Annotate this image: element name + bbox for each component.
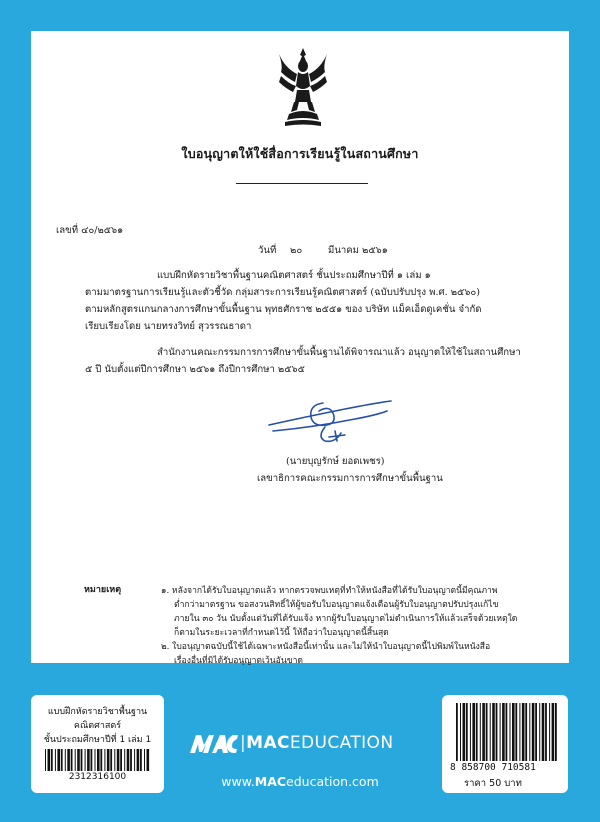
footnote-line: ๑. หลังจากได้รับใบอนุญาตแล้ว หากตรวจพบเหตุที่ทำให้หนังสือที่ได้รับใบอนุญาตนี้มีคุณภาพ (161, 586, 498, 596)
date-label: วันที่ (258, 245, 277, 256)
logo-divider: | (240, 733, 247, 753)
barcode-bar (48, 749, 51, 771)
barcode-bar (51, 749, 53, 771)
barcode-bar (480, 703, 481, 761)
barcode-bar (120, 749, 122, 771)
signer-position: เลขาธิการคณะกรรมการการศึกษาขั้นพื้นฐาน (257, 473, 443, 484)
signer-name: (นายบุญรักษ์ ยอดเพชร) (286, 456, 385, 467)
barcode-bar (127, 749, 130, 771)
barcode-bar (71, 749, 73, 771)
barcode-bar (472, 703, 475, 761)
barcode-bar (500, 703, 501, 761)
barcode-bar (515, 703, 517, 761)
price-label: ราคา 50 บาท (464, 778, 522, 789)
barcode-bar (134, 749, 135, 771)
mac-education-logo (190, 733, 412, 757)
website-bold: MAC (254, 774, 287, 789)
footnote-line: ภายใน ๓๐ วัน นับตั้งแต่วันที่ได้รับแจ้ง หากผู้รับใบอนุญาตไม่ดำเนินการให้แล้วเสร็จด้วยเหตุใด (174, 614, 518, 624)
barcode-bar (124, 749, 125, 771)
barcode-bar (539, 703, 540, 761)
barcode-bar (466, 703, 468, 761)
logo-mac-text: MAC (246, 733, 290, 753)
barcode-bar (45, 749, 46, 771)
barcode-bar (81, 749, 83, 771)
barcode-bar (490, 703, 491, 761)
barcode-bar (107, 749, 110, 771)
date-day: ๒๐ (290, 245, 303, 256)
barcode-bar (91, 749, 93, 771)
date-month-year: มีนาคม ๒๕๖๑ (328, 245, 388, 256)
barcode-bar (110, 749, 112, 771)
barcode-bar (476, 703, 478, 761)
para1-line: เรียบเรียงโดย นายทรงวิทย์ สุวรรณธาดา (85, 321, 252, 332)
barcode-bar (67, 749, 70, 771)
barcode-bar (97, 749, 100, 771)
barcode-bar (496, 703, 498, 761)
barcode-bar (463, 703, 466, 761)
isbn-number: 8 858700 710581 (450, 762, 536, 773)
barcode-bar (65, 749, 66, 771)
para2-line: ๕ ปี นับตั้งแต่ปีการศึกษา ๒๕๖๑ ถึงปีการศึกษา ๒๕๖๕ (85, 364, 305, 375)
barcode-bar (114, 749, 115, 771)
barcode-bar (85, 749, 86, 771)
para2-line: สำนักงานคณะกรรมการการศึกษาขั้นพื้นฐานได้พิจารณาแล้ว อนุญาตให้ใช้ในสถานศึกษา (157, 347, 521, 358)
barcode-bar (456, 703, 458, 761)
garuda-emblem-icon (275, 46, 331, 128)
book-title-line: แบบฝึกหัดรายวิชาพื้นฐาน (47, 707, 148, 717)
para1-line: ตามมาตรฐานการเรียนรู้และตัวชี้วัด กลุ่มสาระการเรียนรู้คณิตศาสตร์ (ฉบับปรับปรุง พ.ศ. ๒๕๖๐) (85, 287, 480, 298)
barcode-bar (470, 703, 471, 761)
barcode-bar (555, 703, 557, 761)
barcode-bar (506, 703, 508, 761)
barcode-bar (552, 703, 555, 761)
barcode-bar (532, 703, 535, 761)
barcode-bar (492, 703, 495, 761)
barcode-bar (144, 749, 145, 771)
barcode-bar (512, 703, 515, 761)
barcode-bar (535, 703, 537, 761)
logo-education-text: EDUCATION (289, 733, 394, 753)
barcode-bar (147, 749, 150, 771)
footnote-line: ก็ตามในระยะเวลาที่กำหนดไว้นี้ ให้ถือว่าใบอนุญาตนี้สิ้นสุด (174, 628, 389, 638)
license-document (31, 31, 569, 666)
barcode-bar (95, 749, 96, 771)
barcode-bar (57, 749, 60, 771)
isbn-barcode-icon (456, 703, 558, 761)
footnote-line: เรื่องอื่นที่มิได้รับอนุญาตเว้นอันขาด (174, 656, 303, 666)
barcode-bar (486, 703, 488, 761)
barcode-bar (55, 749, 56, 771)
barcode-bar (140, 749, 142, 771)
barcode-bar (137, 749, 140, 771)
book-title-line: ชั้นประถมศึกษาปีที่ 1 เล่ม 1 (43, 735, 152, 745)
isbn-price-label (442, 695, 568, 793)
barcode-bar (117, 749, 120, 771)
small-barcode-icon (45, 749, 151, 771)
barcode-bar (61, 749, 63, 771)
website-suffix: education.com (286, 774, 379, 789)
barcode-bar (104, 749, 105, 771)
title-underline (236, 183, 368, 184)
logo-wordmark (240, 733, 393, 753)
footnote-line: ต่ำกว่ามาตรฐาน ขอสงวนสิทธิ์ให้ผู้ขอรับใบอนุญาตแจ้งเตือนผู้รับใบอนุญาตปรับปรุงแก้ไข (174, 600, 499, 610)
website-prefix: www. (221, 774, 255, 789)
barcode-bar (482, 703, 485, 761)
barcode-bar (542, 703, 545, 761)
document-title: ใบอนุญาตให้ใช้สื่อการเรียนรู้ในสถานศึกษา (181, 146, 419, 161)
barcode-bar (529, 703, 530, 761)
barcode-bar (519, 703, 520, 761)
footnote-line: ๒. ใบอนุญาตฉบับนี้ใช้ได้เฉพาะหนังสือนี้เท่านั้น และไม่ให้นำใบอนุญาตนี้ไปพิมพ์ในหนังสือ (161, 642, 491, 652)
barcode-bar (460, 703, 461, 761)
para1-line: ตามหลักสูตรแกนกลางการศึกษาขั้นพื้นฐาน พุทธศักราช ๒๕๕๑ ของ บริษัท แม็คเอ็ดดูเคชั่น จำกัด (85, 304, 482, 315)
barcode-bar (549, 703, 550, 761)
barcode-bar (522, 703, 525, 761)
barcode-bar (545, 703, 547, 761)
signature-icon (265, 397, 395, 455)
barcode-bar (525, 703, 527, 761)
license-number: เลขที่ ๔๐/๒๕๖๑ (56, 225, 124, 236)
barcode-bar (100, 749, 102, 771)
barcode-bar (77, 749, 80, 771)
barcode-bar (75, 749, 76, 771)
para1-line: แบบฝึกหัดรายวิชาพื้นฐานคณิตศาสตร์ ชั้นประถมศึกษาปีที่ ๑ เล่ม ๑ (157, 270, 431, 281)
barcode-bar (502, 703, 505, 761)
barcode-bar (510, 703, 511, 761)
small-barcode-number: 2312316100 (68, 772, 127, 782)
book-title-line: คณิตศาสตร์ (73, 721, 122, 731)
mac-logo-mark-icon (190, 735, 238, 753)
barcode-bar (87, 749, 90, 771)
footnote-label: หมายเหตุ (84, 585, 122, 595)
barcode-bar (130, 749, 132, 771)
